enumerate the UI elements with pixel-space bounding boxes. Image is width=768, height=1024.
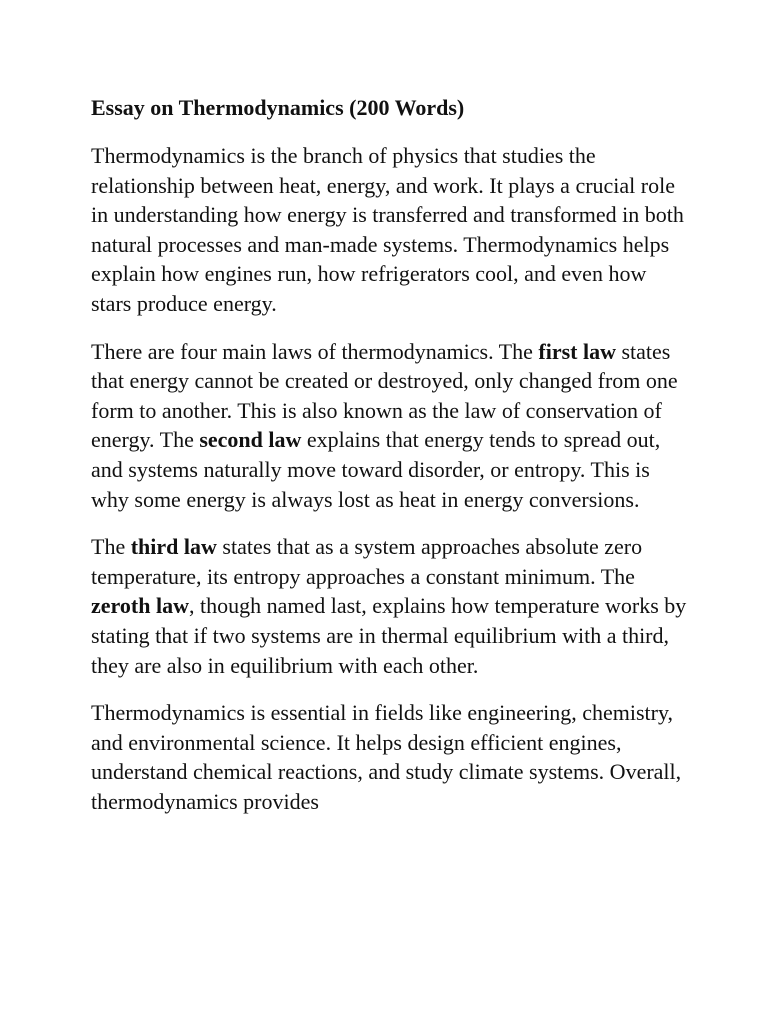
paragraph-intro: Thermodynamics is the branch of physics that studies the relationship between heat, energy, and work. It plays a crucial role in understanding how energy is transferred and transformed in both natural processes and man-made systems. Thermodynamics helps explain how engines run, how refrigerators cool, and even how stars produce energy. <box>91 143 684 316</box>
zeroth-law-term: zeroth law <box>91 593 189 619</box>
paragraph-text: explains that energy tends to spread out, and systems naturally move toward disorder, or entropy. This is why some energy is always lost as heat in energy conversions. <box>91 427 661 512</box>
paragraph-text: There are four main laws of thermodynamics. The <box>91 338 539 364</box>
paragraph-text: states that energy cannot be created or destroyed, only changed from one form to another. This is also known as the law of conservation of energy. The <box>91 338 678 453</box>
first-law-term: first law <box>538 338 616 364</box>
essay-title: Essay on Thermodynamics (200 Words) <box>91 95 465 120</box>
paragraph-third-zeroth <box>91 532 691 680</box>
document-page <box>91 93 691 834</box>
paragraph-text: states that as a system approaches absolute zero temperature, its entropy approaches a constant minimum. The <box>91 534 643 589</box>
paragraph-text: The <box>91 534 131 560</box>
third-law-term: third law <box>130 534 217 560</box>
paragraph-laws <box>91 337 691 515</box>
second-law-term: second law <box>199 427 302 453</box>
paragraph-text: , though named last, explains how temperature works by stating that if two systems are in thermal equilibrium with a third, they are also in equilibrium with each other. <box>91 593 687 678</box>
paragraph-applications: Thermodynamics is essential in fields like engineering, chemistry, and environmental science. It helps design efficient engines, understand chemical reactions, and study climate systems. Overall, thermodynamics provides <box>91 700 682 814</box>
